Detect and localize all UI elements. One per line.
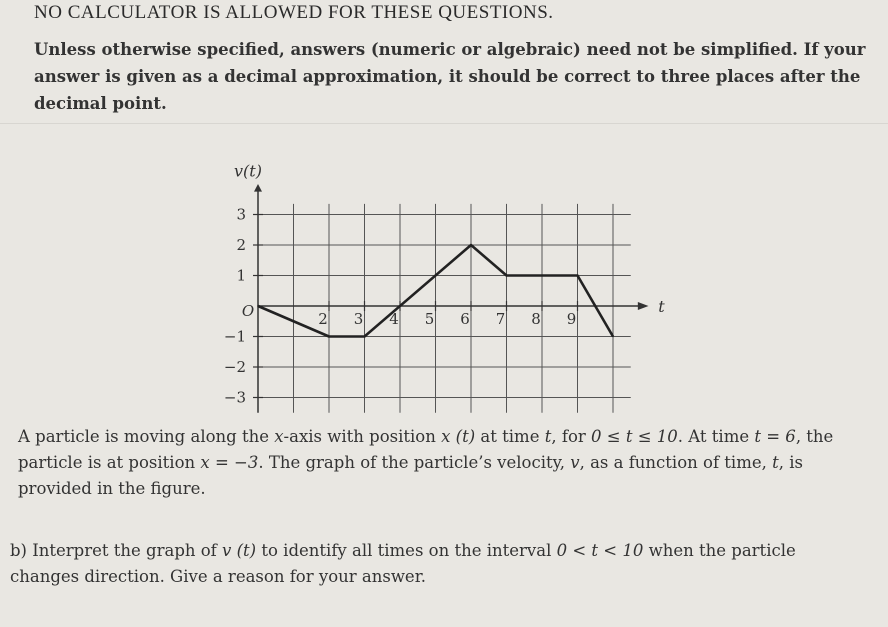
position-equation: x = −3 bbox=[200, 453, 259, 472]
problem-text-9: , is provided in the figure. bbox=[18, 453, 803, 498]
problem-text-5: . At time bbox=[677, 427, 755, 446]
t-variable-2: t bbox=[772, 453, 779, 472]
time-equation: t = 6 bbox=[754, 427, 796, 446]
question-text-3: when the particle changes direction. Give a reason for your answer. bbox=[10, 541, 796, 586]
x-tick-label: 3 bbox=[353, 310, 364, 328]
problem-statement bbox=[18, 424, 878, 502]
y-axis-title: v(t) bbox=[234, 161, 262, 181]
graph-axes bbox=[234, 161, 665, 412]
question-text-2: to identify all times on the interval bbox=[256, 541, 557, 560]
y-tick-label: −3 bbox=[223, 388, 246, 407]
x-axis-arrow bbox=[638, 302, 649, 310]
instructions-paragraph: Unless otherwise specified, answers (numeric or algebraic) need not be simplified. If your answer is given as a decimal approximation, it should be correct to three places after the decimal point. bbox=[34, 40, 866, 113]
y-tick-label: −1 bbox=[223, 327, 246, 346]
x-tick-label: 6 bbox=[460, 310, 470, 328]
problem-text-4: , for bbox=[551, 427, 592, 446]
open-interval: 0 < t < 10 bbox=[556, 541, 644, 560]
velocity-point bbox=[577, 275, 579, 277]
divider bbox=[0, 123, 888, 124]
problem-text-1: A particle is moving along the bbox=[18, 427, 275, 446]
velocity-point bbox=[364, 336, 366, 338]
position-function: x (t) bbox=[441, 427, 476, 446]
problem-text-6: , the particle is at position bbox=[18, 427, 834, 472]
x-axis-title: t bbox=[658, 297, 665, 316]
t-variable: t bbox=[544, 427, 552, 446]
x-tick-label: 9 bbox=[566, 310, 577, 328]
x-tick-label: 7 bbox=[495, 310, 506, 328]
v-variable: v bbox=[570, 453, 580, 472]
origin-label: O bbox=[241, 302, 255, 320]
problem-text-8: , as a function of time, bbox=[579, 453, 773, 472]
problem-text-3: at time bbox=[475, 427, 545, 446]
question-b bbox=[10, 538, 870, 590]
velocity-point bbox=[328, 336, 330, 338]
y-tick-label: 3 bbox=[236, 205, 246, 224]
problem-text-7: . The graph of the particle’s velocity, bbox=[258, 453, 571, 472]
y-tick-label: −2 bbox=[223, 358, 246, 376]
velocity-point bbox=[506, 275, 508, 277]
velocity-point bbox=[612, 336, 614, 338]
problem-text-2: -axis with position bbox=[283, 427, 442, 446]
x-tick-label: 8 bbox=[531, 310, 541, 328]
velocity-point bbox=[257, 305, 259, 307]
question-text-1: b) Interpret the graph of bbox=[10, 541, 223, 560]
velocity-graph bbox=[190, 148, 670, 420]
graph-grid bbox=[258, 204, 631, 413]
x-tick-label: 5 bbox=[424, 310, 435, 328]
y-tick-label: 1 bbox=[236, 266, 246, 285]
time-range: 0 ≤ t ≤ 10 bbox=[591, 427, 678, 446]
x-tick-label: 2 bbox=[318, 310, 328, 328]
section-header: NO CALCULATOR IS ALLOWED FOR THESE QUESTIONS. bbox=[34, 2, 554, 23]
velocity-point bbox=[470, 244, 472, 246]
x-tick-label: 4 bbox=[389, 310, 399, 328]
velocity-function: v (t) bbox=[222, 541, 257, 560]
x-variable: x bbox=[274, 427, 284, 446]
y-tick-label: 2 bbox=[236, 236, 246, 254]
y-axis-arrow bbox=[254, 184, 262, 192]
